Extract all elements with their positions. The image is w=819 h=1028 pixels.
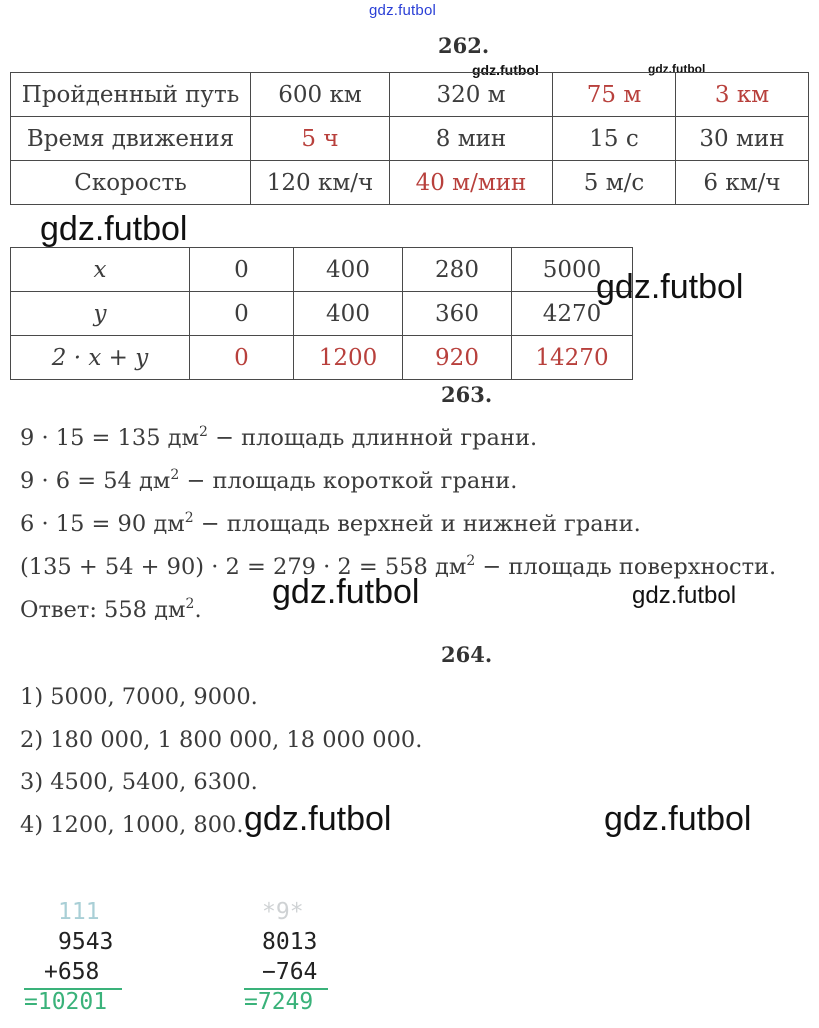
table-cell: y [11, 292, 190, 336]
watermark-large: gdz.futbol [40, 210, 188, 248]
answer-line: 2) 180 000, 1 800 000, 18 000 000. [20, 727, 423, 753]
task-number-264: 264. [441, 642, 493, 667]
table-row [11, 161, 809, 205]
difference-result: =7249 [244, 989, 314, 1015]
table-cell: 400 [294, 248, 403, 292]
watermark-large: gdz.futbol [244, 800, 392, 838]
table-cell: 14270 [512, 336, 633, 380]
exponent: 2 [185, 596, 195, 612]
table-cell: 360 [403, 292, 512, 336]
subtrahend: −764 [262, 959, 318, 985]
table-cell: 600 км [251, 73, 390, 117]
exponent: 2 [184, 510, 194, 526]
table-cell: 8 мин [390, 117, 553, 161]
task-number-263: 263. [441, 382, 493, 407]
answer-line: 1) 5000, 7000, 9000. [20, 684, 258, 710]
explanation: − площадь верхней и нижней грани. [193, 511, 641, 537]
table-cell: 5 ч [251, 117, 390, 161]
table-cell: 3 км [676, 73, 809, 117]
solution-line [20, 468, 517, 494]
answer-line [20, 597, 202, 623]
answer-line: 4) 1200, 1000, 800. [20, 812, 244, 838]
watermark-large: gdz.futbol [596, 268, 744, 306]
watermark-large: gdz.futbol [272, 573, 420, 611]
table-cell: 1200 [294, 336, 403, 380]
table-cell: 920 [403, 336, 512, 380]
table-cell: 30 мин [676, 117, 809, 161]
explanation: − площадь короткой грани. [179, 468, 518, 494]
table-cell: 280 [403, 248, 512, 292]
addend: +658 [44, 959, 100, 985]
table-cell: x [11, 248, 190, 292]
table-cell: 5000 [512, 248, 633, 292]
expression-table [10, 247, 633, 380]
table-cell: 5 м/с [553, 161, 676, 205]
table-cell: 0 [190, 336, 294, 380]
watermark-small: gdz.futbol [472, 62, 539, 78]
carry-digits: 111 [58, 899, 100, 925]
explanation: − площадь поверхности. [475, 554, 777, 580]
table-cell: 320 м [390, 73, 553, 117]
minuend: 8013 [262, 929, 318, 955]
table-cell: 15 с [553, 117, 676, 161]
task-number-262: 262. [438, 33, 490, 58]
answer-line: 3) 4500, 5400, 6300. [20, 769, 258, 795]
table-cell: 120 км/ч [251, 161, 390, 205]
table-row [11, 336, 633, 380]
sum-result: =10201 [24, 989, 108, 1015]
table-row [11, 73, 809, 117]
table-cell: Пройденный путь [11, 73, 251, 117]
solution-line [20, 511, 641, 537]
table-row [11, 248, 633, 292]
answer-period: . [194, 597, 202, 623]
expression: 9 · 15 = 135 дм [20, 425, 200, 451]
watermark-top: gdz.futbol [369, 2, 437, 19]
solution-line [20, 425, 537, 451]
expression: (135 + 54 + 90) · 2 = 279 · 2 = 558 дм [20, 554, 467, 580]
table-row [11, 117, 809, 161]
answer-text: Ответ: 558 дм [20, 597, 186, 623]
table-cell: 4270 [512, 292, 633, 336]
table-cell: Скорость [11, 161, 251, 205]
watermark-medium: gdz.futbol [632, 582, 737, 609]
table-row [11, 292, 633, 336]
explanation: − площадь длинной грани. [207, 425, 538, 451]
exponent: 2 [199, 424, 208, 440]
table-cell: 6 км/ч [676, 161, 809, 205]
expression: 9 · 6 = 54 дм [20, 468, 171, 494]
table-cell: 40 м/мин [390, 161, 553, 205]
speed-table [10, 72, 809, 205]
table-cell: 75 м [553, 73, 676, 117]
addend: 9543 [58, 929, 114, 955]
borrow-marks: *9* [262, 899, 304, 925]
watermark-small: gdz.futbol [648, 62, 706, 76]
watermark-large: gdz.futbol [604, 800, 752, 838]
exponent: 2 [170, 467, 180, 483]
expression: 6 · 15 = 90 дм [20, 511, 185, 537]
exponent: 2 [466, 553, 476, 569]
table-cell: Время движения [11, 117, 251, 161]
table-cell: 2 · x + y [11, 336, 190, 380]
table-cell: 0 [190, 292, 294, 336]
table-cell: 400 [294, 292, 403, 336]
table-cell: 0 [190, 248, 294, 292]
